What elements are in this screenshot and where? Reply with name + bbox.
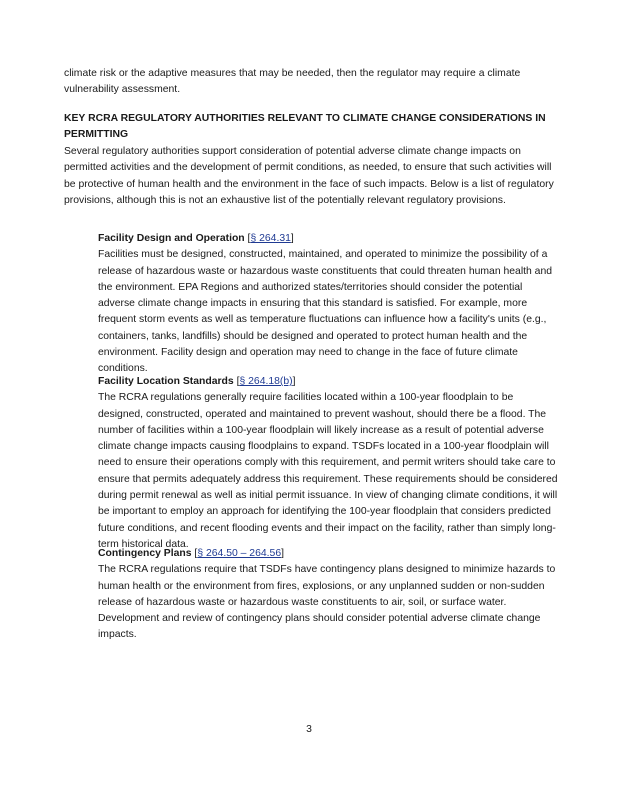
provision-ref-open: [ bbox=[247, 233, 251, 244]
provision-body: The RCRA regulations require that TSDFs have contingency plans designed to minimize hazards to human health or the environment from fires, explosions, or any unplanned sudden or non-sudden release of hazardous waste or hazardous waste constituents to air, soil, or surface water. Development and review of contingency plans should consider potential adverse climate change impacts. bbox=[98, 564, 556, 641]
provision-title: Facility Design and Operation bbox=[98, 233, 245, 244]
provision-ref-close: ] bbox=[290, 233, 294, 244]
page-number: 3 bbox=[306, 724, 312, 735]
provision-body: The RCRA regulations generally require facilities located within a 100-year floodplain to be designed, constructed, operated and maintained to prevent washout, should there be a flood. The number of facilities within a 100-year floodplain will likely increase as a result of potential adverse climate change impacts causing floodplains to expand. TSDFs located in a 100-year floodplain will need to ensure their operations comply with this requirement, and permit writers should take care to ensure that permits adequately address this requirement. These requirements should be considered during permit renewal as well as initial permit issuance. In view of changing climate conditions, it will be important to employ an approach for identifying the 100-year floodplain that considers predicted future conditions, and recent flooding events and their impact on the facility, rather than simply long-term historical data. bbox=[98, 392, 558, 550]
provision-facility-design bbox=[98, 231, 560, 378]
provision-ref-close: ] bbox=[292, 376, 296, 387]
provision-body: Facilities must be designed, constructed, maintained, and operated to minimize the possibility of a release of hazardous waste or hazardous waste constituents that could threaten human health and the environment. EPA Regions and authorized states/territories should consider the potential adverse climate change impacts in ensuring that this standard is satisfied. For example, more frequent storm events as well as temperature fluctuations can influence how a facility's units (e.g., containers, tanks, landfills) should be designed and operated to protect human health and the environment. Facility design and operation may need to change in the face of future climate conditions. bbox=[98, 249, 553, 375]
provision-ref-link[interactable]: § 264.50 – 264.56 bbox=[197, 548, 282, 559]
section-heading: KEY RCRA REGULATORY AUTHORITIES RELEVANT TO CLIMATE CHANGE CONSIDERATIONS IN PERMITTING bbox=[64, 113, 546, 140]
provision-facility-location bbox=[98, 374, 560, 553]
provision-title: Contingency Plans bbox=[98, 548, 192, 559]
provision-title: Facility Location Standards bbox=[98, 376, 234, 387]
provision-ref-open: [ bbox=[236, 376, 240, 387]
provision-ref-link[interactable]: § 264.31 bbox=[250, 233, 291, 244]
provision-ref-link[interactable]: § 264.18(b) bbox=[239, 376, 293, 387]
provision-contingency-plans bbox=[98, 546, 560, 644]
provision-ref-close: ] bbox=[281, 548, 284, 559]
section-body: Several regulatory authorities support consideration of potential adverse climate change impacts on permitted activities and the development of permit conditions, as needed, to ensure that such activities will be protective of human health and the environment in the face of such impacts. Below is a list of regulatory provisions, although this is not an exhaustive list of the potentially relevant regulatory provisions. bbox=[64, 146, 554, 206]
intro-paragraph: climate risk or the adaptive measures that may be needed, then the regulator may require a climate vulnerability assessment. bbox=[64, 68, 521, 96]
provision-ref-open: [ bbox=[194, 548, 198, 559]
